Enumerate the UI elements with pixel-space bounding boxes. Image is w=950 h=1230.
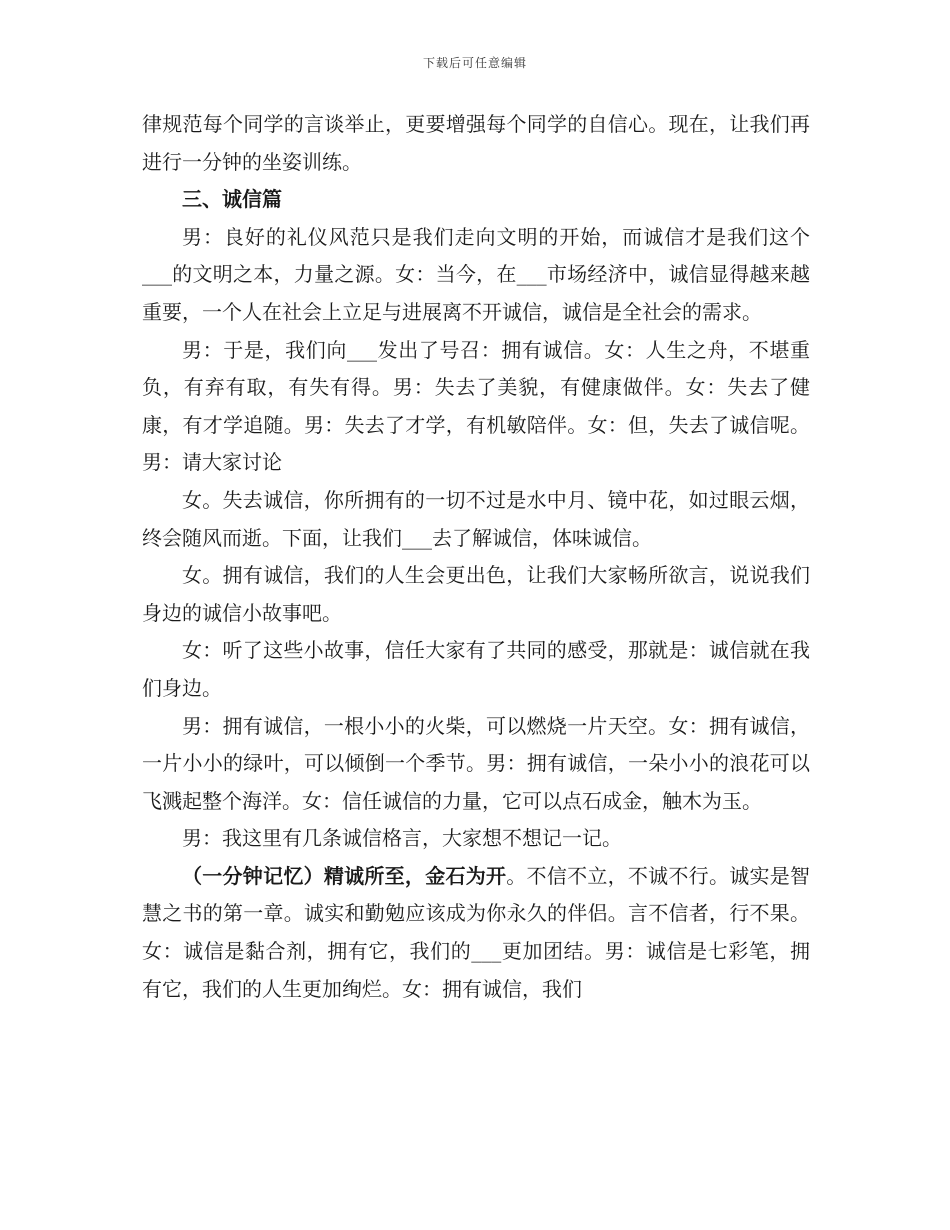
paragraph: 男：于是，我们向___发出了号召：拥有诚信。女：人生之舟，不堪重负，有弃有取，有失有得。男：失去了美貌，有健康做伴。女：失去了健康，有才学追随。男：失去了才学，有机敏陪伴。女：但，失去了诚信呢。男：请大家讨论: [142, 337, 810, 475]
paragraph-last: [142, 858, 810, 1008]
paragraph: 女。拥有诚信，我们的人生会更出色，让我们大家畅所欲言，说说我们身边的诚信小故事吧。: [142, 563, 810, 625]
section-heading: 三、诚信篇: [182, 187, 282, 212]
paragraph-text: 。不信不立，不诚不行。诚实是智慧之书的第一章。诚实和勤勉应该成为你永久的伴侣。言不信者，行不果。女：诚信是黏合剂，拥有它，我们的___更加团结。男：诚信是七彩笔，拥有它，我们的人生更加绚烂。女：拥有诚信，我们: [142, 863, 811, 1001]
page-header: 下载后可任意编辑: [422, 56, 527, 70]
paragraph-continuation: 律规范每个同学的言谈举止，更要增强每个同学的自信心。现在，让我们再进行一分钟的坐姿训练。: [142, 112, 810, 174]
document-body: [142, 106, 810, 1008]
paragraph: 男：良好的礼仪风范只是我们走向文明的开始，而诚信才是我们这个___的文明之本，力量之源。女：当今，在___市场经济中，诚信显得越来越重要，一个人在社会上立足与进展离不开诚信，诚信是全社会的需求。: [142, 224, 810, 324]
bold-phrase: （一分钟记忆）精诚所至，金石为开: [182, 863, 507, 888]
paragraph: 男：拥有诚信，一根小小的火柴，可以燃烧一片天空。女：拥有诚信，一片小小的绿叶，可以倾倒一个季节。男：拥有诚信，一朵小小的浪花可以飞溅起整个海洋。女：信任诚信的力量，它可以点石成金，触木为玉。: [142, 713, 810, 813]
paragraph: 女。失去诚信，你所拥有的一切不过是水中月、镜中花，如过眼云烟，终会随风而逝。下面，让我们___去了解诚信，体味诚信。: [142, 487, 810, 550]
paragraph: 女：听了这些小故事，信任大家有了共同的感受，那就是：诚信就在我们身边。: [142, 638, 810, 700]
paragraph: 男：我这里有几条诚信格言，大家想不想记一记。: [182, 826, 622, 851]
